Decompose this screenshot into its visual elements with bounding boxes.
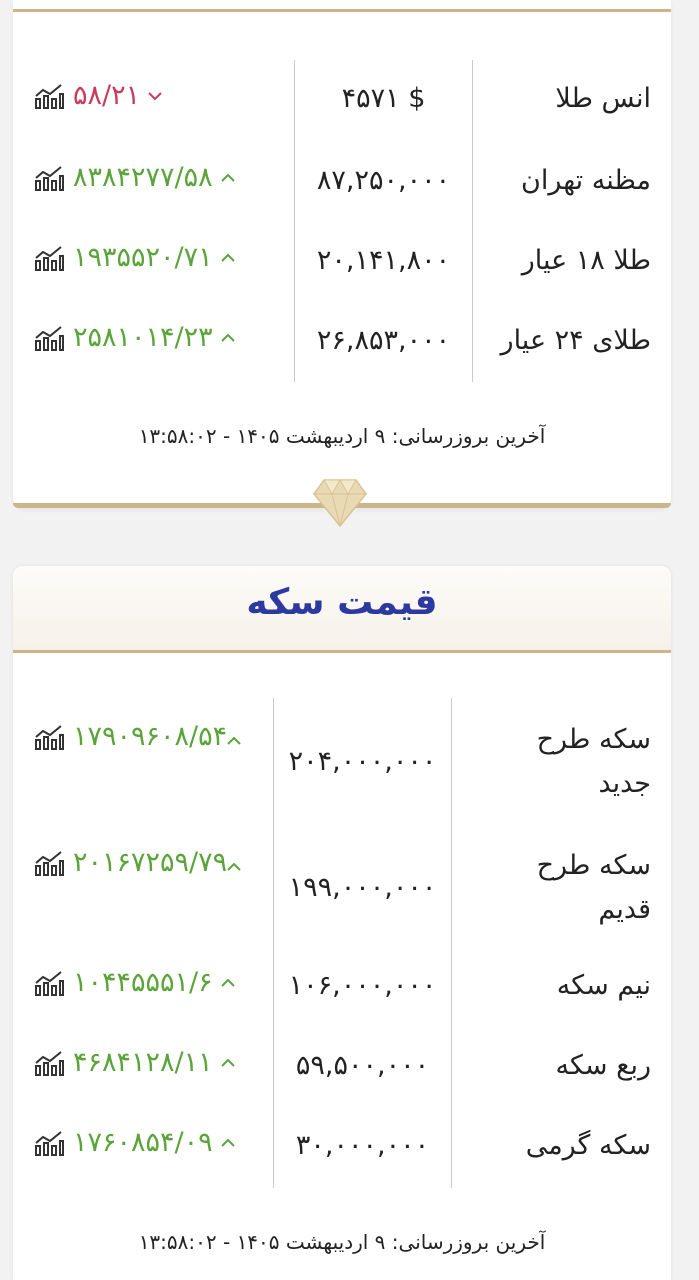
item-name: طلای ۲۴ عیار (500, 325, 651, 356)
last-updated: آخرین بروزرسانی: ۹ اردیبهشت ۱۴۰۵ - ۱۳:۵۸:۰۲ (138, 424, 546, 448)
chart-icon[interactable] (33, 324, 65, 352)
item-change (33, 1044, 235, 1082)
chevron-up-icon (221, 253, 235, 263)
chart-icon[interactable] (33, 969, 65, 997)
chart-icon[interactable] (33, 723, 65, 751)
change-value: ۲۵۸۱۰۱۴/۲۳ (73, 322, 213, 353)
change-value: ۸۳۸۴۲۷۷/۵۸ (73, 162, 213, 193)
table-row-tehran-mazaneh[interactable] (13, 159, 671, 203)
change-value: ۲۰۱۶۷۲۵۹/۷۹ (73, 847, 228, 878)
chart-icon[interactable] (33, 1129, 65, 1157)
item-price: ۲۰,۱۴۱,۸۰۰ (316, 245, 451, 276)
item-price: ۴۵۷۱ $ (341, 83, 426, 114)
change-value: ۱۹۳۵۵۲۰/۷۱ (73, 242, 213, 273)
card-top-border (13, 9, 671, 12)
table-row-quarter-coin[interactable] (13, 1044, 671, 1088)
change-value: ۵۸/۲۱ (73, 80, 141, 111)
table-row-gram-coin[interactable] (13, 1124, 671, 1168)
item-name: سکه طرح قدیم (536, 850, 651, 925)
diamond-icon (312, 476, 368, 530)
item-price: ۱۰۶,۰۰۰,۰۰۰ (288, 970, 437, 1001)
item-change (33, 1124, 235, 1162)
table-row-gold-24k[interactable] (13, 319, 671, 363)
chevron-up-icon (227, 862, 241, 872)
item-name: سکه طرح جدید (536, 724, 651, 799)
coin-price-table (13, 698, 671, 1190)
item-name: نیم سکه (556, 970, 651, 1001)
chart-icon[interactable] (33, 244, 65, 272)
chart-icon[interactable] (33, 1049, 65, 1077)
item-change (33, 844, 263, 882)
chart-icon[interactable] (33, 164, 65, 192)
item-price: ۱۹۹,۰۰۰,۰۰۰ (288, 872, 437, 903)
chevron-up-icon (221, 978, 235, 988)
change-value: ۱۷۹۰۹۶۰۸/۵۴ (73, 721, 228, 752)
item-price: ۸۷,۲۵۰,۰۰۰ (316, 165, 451, 196)
change-value: ۱۰۴۴۵۵۵۱/۶ (73, 967, 213, 998)
item-name: طلا ۱۸ عیار (521, 245, 651, 276)
table-row-old-coin[interactable] (13, 844, 671, 956)
item-name: مظنه تهران (520, 165, 651, 196)
chevron-up-icon (221, 1058, 235, 1068)
item-name: ربع سکه (555, 1050, 651, 1081)
table-row-gold-18k[interactable] (13, 239, 671, 283)
gold-price-card (13, 0, 671, 508)
table-row-half-coin[interactable] (13, 964, 671, 1008)
page-title: قیمت سکه (246, 582, 438, 623)
item-change (33, 239, 235, 277)
chart-icon[interactable] (33, 82, 65, 110)
table-row-new-coin[interactable] (13, 718, 671, 830)
item-name: انس طلا (555, 83, 651, 114)
item-change (33, 319, 235, 357)
chevron-down-icon (148, 91, 162, 101)
item-change (33, 159, 235, 197)
item-name: سکه گرمی (525, 1130, 651, 1161)
item-change (33, 718, 263, 756)
header-border (13, 650, 671, 653)
last-updated: آخرین بروزرسانی: ۹ اردیبهشت ۱۴۰۵ - ۱۳:۵۸:۰۲ (138, 1230, 546, 1254)
chevron-up-icon (221, 333, 235, 343)
chart-icon[interactable] (33, 849, 65, 877)
table-row-ounce-gold[interactable] (13, 77, 671, 121)
item-price: ۲۶,۸۵۳,۰۰۰ (316, 325, 451, 356)
chevron-up-icon (221, 173, 235, 183)
change-value: ۱۷۶۰۸۵۴/۰۹ (73, 1127, 213, 1158)
item-change (33, 77, 162, 115)
change-value: ۴۶۸۴۱۲۸/۱۱ (73, 1047, 213, 1078)
item-price: ۵۹,۵۰۰,۰۰۰ (295, 1050, 430, 1081)
chevron-up-icon (227, 736, 241, 746)
gold-price-table (13, 60, 671, 384)
item-price: ۳۰,۰۰۰,۰۰۰ (295, 1130, 430, 1161)
chevron-up-icon (221, 1138, 235, 1148)
item-price: ۲۰۴,۰۰۰,۰۰۰ (288, 746, 437, 777)
item-change (33, 964, 235, 1002)
coin-price-card (13, 566, 671, 1280)
